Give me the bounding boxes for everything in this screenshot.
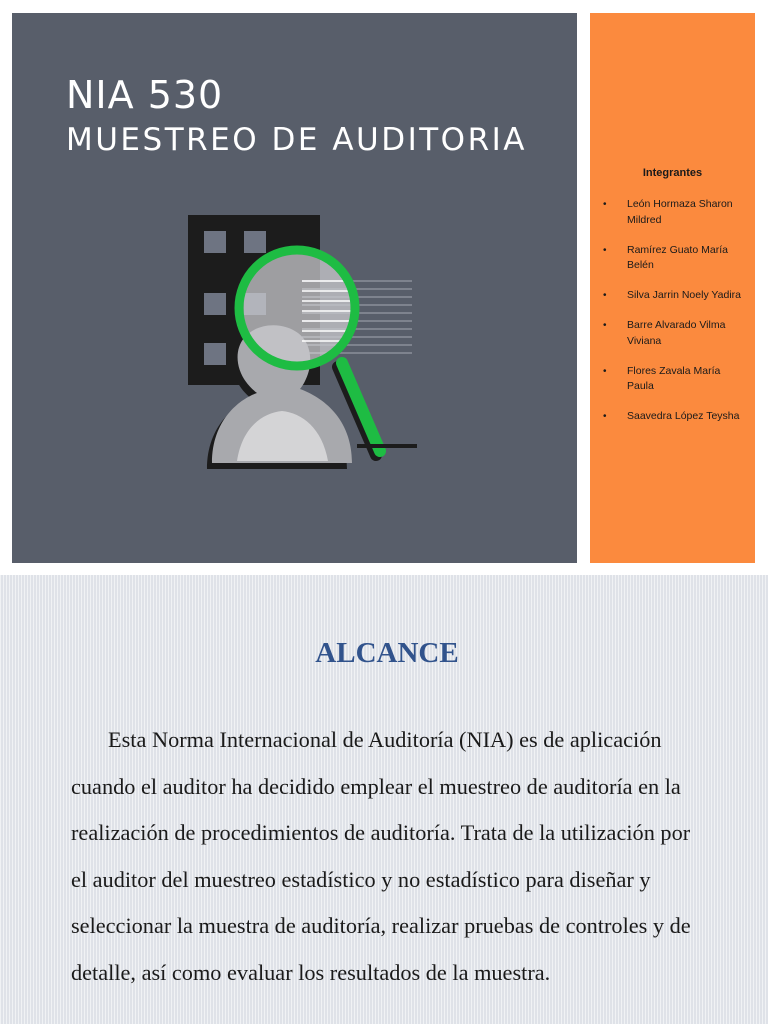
main-panel — [12, 13, 577, 563]
list-item: • Flores Zavala María Paula — [627, 364, 747, 395]
list-item: • León Hormaza Sharon Mildred — [627, 197, 747, 228]
slide-title: NIA 530 — [66, 73, 224, 117]
slide-subtitle: MUESTREO DE AUDITORIA — [66, 122, 527, 158]
members-heading: Integrantes — [642, 167, 703, 179]
section-body: Esta Norma Internacional de Auditoría (NIA) es de aplicación cuando el auditor ha decidido emplear el muestreo de auditoría en la realización de procedimientos de auditoría. Trata de la utilización por el auditor del muestreo estadístico y no estadístico para diseñar y seleccionar la muestra de auditoría, realizar pruebas de controles y de detalle, así como evaluar los resultados de la muestra. — [71, 727, 691, 985]
list-item: • Ramírez Guato María Belén — [627, 243, 747, 274]
content-slide — [0, 575, 768, 1024]
list-item: • Saavedra López Teysha — [627, 409, 747, 425]
members-panel — [590, 13, 755, 563]
list-item: • Barre Alvarado Vilma Viviana — [627, 318, 747, 349]
audit-search-person-icon — [182, 213, 422, 483]
section-heading: ALCANCE — [315, 637, 459, 669]
members-list — [627, 197, 747, 439]
list-item: • Silva Jarrin Noely Yadira — [627, 288, 747, 304]
